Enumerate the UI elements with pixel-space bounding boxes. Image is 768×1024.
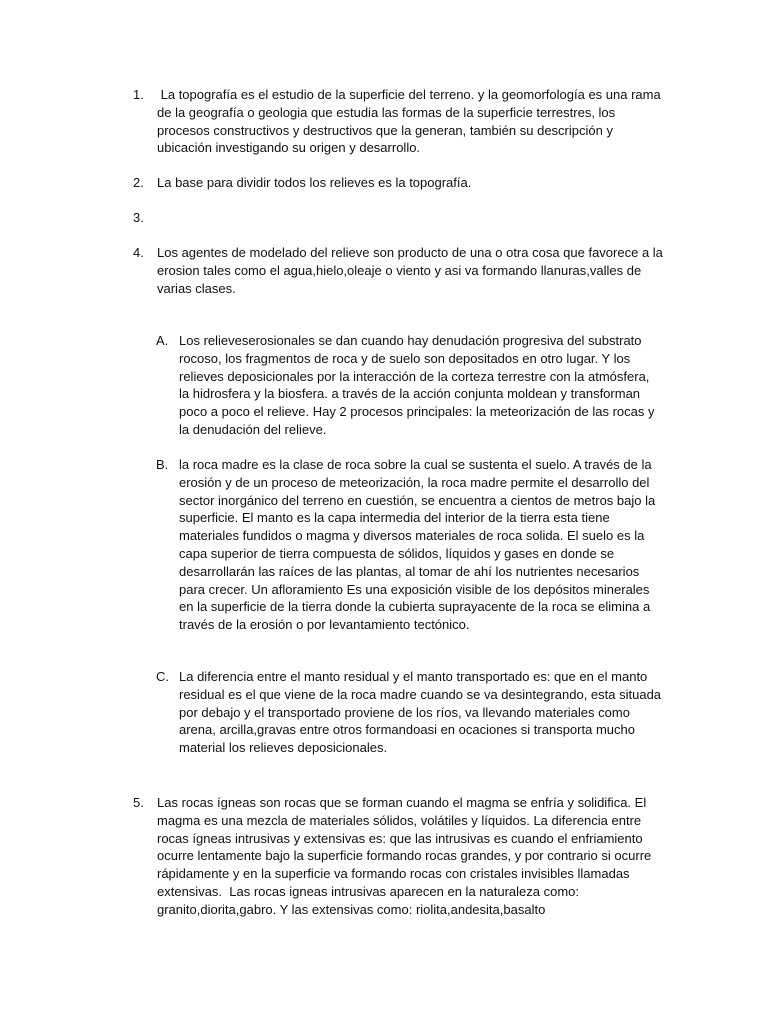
text-line: superficie. El manto es la capa intermedia del interior de la tierra esta tiene [179,510,610,526]
text-line: para crecer. Un afloramiento Es una exposición visible de los depósitos minerales [179,581,650,597]
list-item-2 [133,174,663,192]
text-line: procesos constructivos y destructivos que la generan, también su descripción y [157,122,613,138]
text-line: ocurre lentamente bajo la superficie formando rocas grandes, y por contrario si ocurre [157,848,652,864]
text-line: arena, arcilla,gravas entre otros formandoasi en ocaciones si transporta mucho [179,722,635,738]
text-line: sector inorgánico del terreno en cuestión, se encuentra a cientos de metros bajo la [179,492,656,508]
sublist-item-c [156,668,666,757]
text-line: rocoso, los fragmentos de roca y de suelo son depositados en otro lugar. Y los [179,350,631,366]
text-line: magma es una mezcla de materiales sólidos, volátiles y líquidos. La diferencia entre [157,812,642,828]
text-line: La base para dividir todos los relieves es la topografía. [157,175,472,190]
text-line: por debajo y el transportado proviene de los ríos, va llevando materiales como [179,704,630,720]
text-line: erosión y de un proceso de meteorización, la roca madre permite el desarrollo del [179,474,650,490]
list-item-text [157,86,663,157]
list-item-1 [133,86,663,157]
text-line: relieves deposicionales por la interacción de la corteza terrestre con la atmósfera, [179,368,650,384]
list-letter: B. [156,457,169,472]
list-item-5 [133,794,663,919]
list-number: 1. [133,87,144,102]
text-line: de la geografía o geologia que estudia las formas de la superficie terrestres, los [157,104,616,120]
text-line: materiales fundidos o magma y diversos materiales de roca solida. El suelo es la [179,528,645,544]
list-item-4 [133,244,663,297]
text-line: ubicación investigando su origen y desarrollo. [157,140,421,156]
sublist-item-b [156,456,666,634]
text-line: capa superior de tierra compuesta de sólidos, líquidos y gases en donde se [179,545,615,561]
list-item-text [179,668,666,757]
text-line: la hidrosfera y la biosfera. a través de la acción conjunta moldean y transforman [179,386,641,402]
text-line: la roca madre es la clase de roca sobre la cual se sustenta el suelo. A través de la [179,457,652,472]
text-line: varias clases. [157,280,236,296]
text-line: Las rocas ígneas son rocas que se forman cuando el magma se enfría y solidifica. El [157,795,647,810]
text-line: desarrollarán las raíces de las plantas, al tomar de ahí los nutrientes necesarios [179,563,640,579]
text-line: rocas ígneas intrusivas y extensivas es: que las intrusivas es cuando el enfriamiento [157,830,643,846]
text-line: material los relieves deposicionales. [179,740,388,756]
text-line: residual es el que viene de la roca madre cuando se va desintegrando, esta situada [179,686,662,702]
list-letter: C. [156,669,169,684]
text-line: poco a poco el relieve. Hay 2 procesos principales: la meteorización de las rocas y [179,404,655,420]
list-item-text [179,332,666,439]
text-line: erosion tales como el agua,hielo,oleaje o viento y asi va formando llanuras,valles de [157,262,642,278]
text-line: la denudación del relieve. [179,421,327,437]
text-line: en la superficie de la tierra donde la cubierta suprayacente de la roca se elimina a [179,599,651,615]
text-line: La diferencia entre el manto residual y el manto transportado es: que en el manto [179,669,648,684]
text-line: La topografía es el estudio de la superficie del terreno. y la geomorfología es una rama [157,87,661,102]
text-line: Los relieveserosionales se dan cuando hay denudación progresiva del substrato [179,333,642,348]
text-line: través de la erosión o por levantamiento tectónico. [179,617,470,633]
text-line: granito,diorita,gabro. Y las extensivas como: riolita,andesita,basalto [157,901,546,917]
list-number: 3. [133,210,144,225]
text-line: Los agentes de modelado del relieve son producto de una o otra cosa que favorece a la [157,245,663,260]
list-item-text [157,794,663,919]
list-number: 5. [133,795,144,810]
text-line: extensivas. Las rocas igneas intrusivas aparecen en la naturaleza como: [157,883,580,899]
text-line: rápidamente y en la superficie va formando rocas con cristales invisibles llamadas [157,866,630,882]
list-item-text [157,244,663,297]
list-item-text [157,174,663,192]
list-item-text [179,456,666,634]
list-number: 2. [133,175,144,190]
sublist-item-a [156,332,666,439]
list-number: 4. [133,245,144,260]
list-letter: A. [156,333,169,348]
